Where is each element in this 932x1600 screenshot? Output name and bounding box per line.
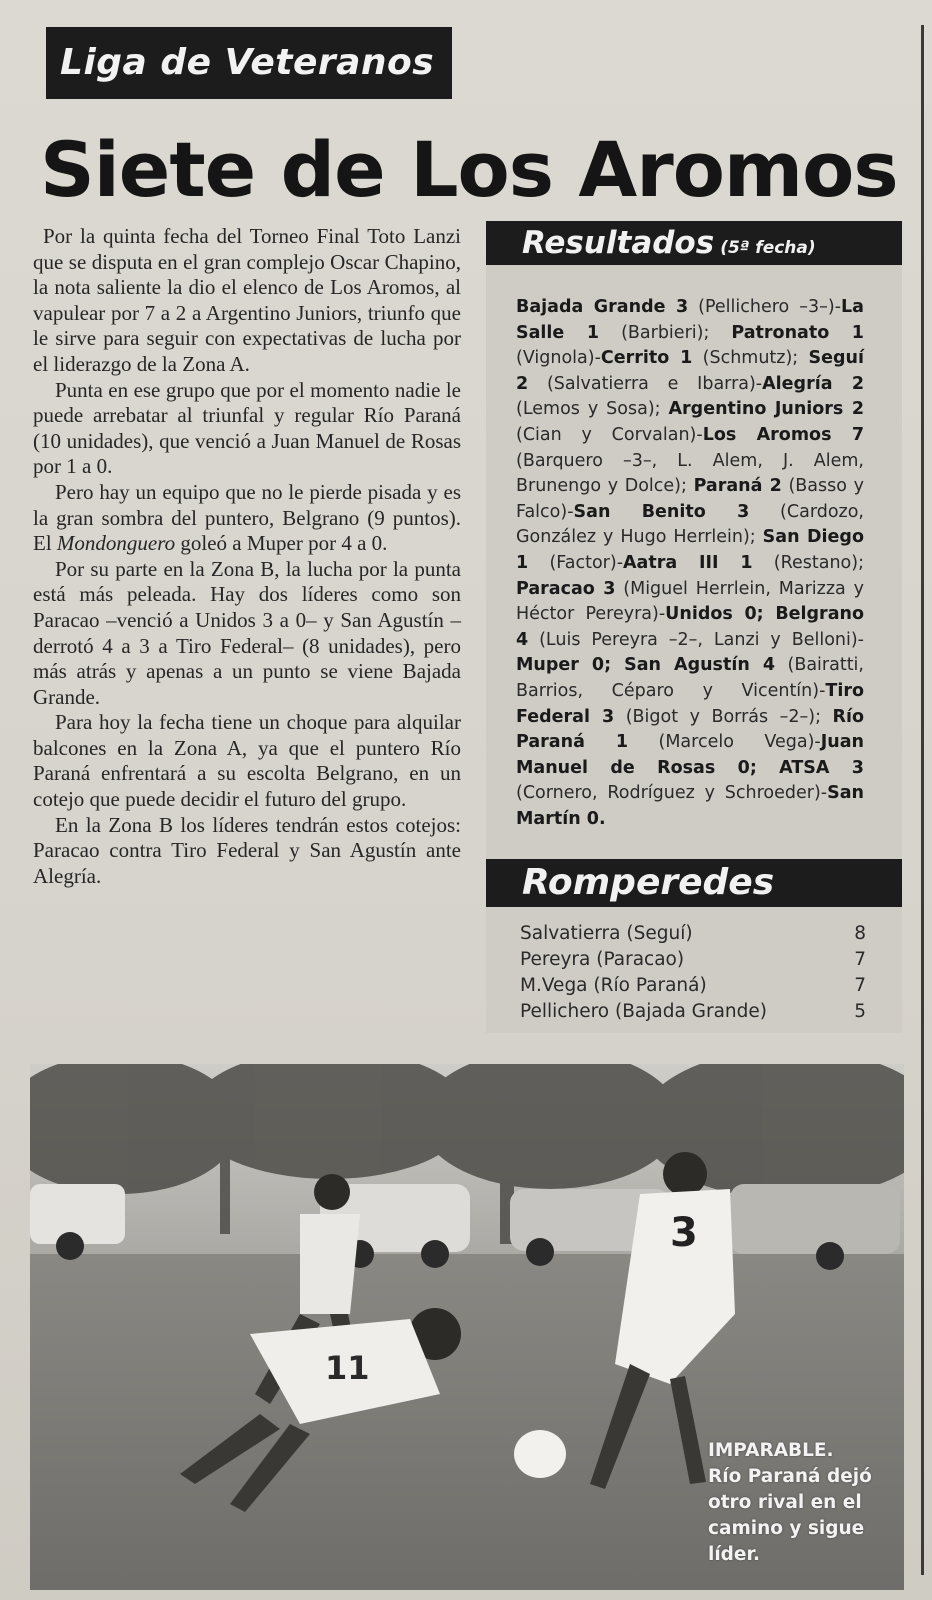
result-team: San Martín 0. bbox=[516, 783, 864, 829]
photo-caption bbox=[708, 1438, 898, 1568]
result-detail: (Pellichero –3–)- bbox=[688, 297, 842, 317]
result-team: Tiro Federal 3 bbox=[516, 680, 864, 727]
result-team: Cerrito 1 bbox=[600, 348, 693, 369]
scorer-row bbox=[520, 999, 866, 1025]
results-box bbox=[486, 221, 902, 1033]
result-team: La Salle 1 bbox=[516, 297, 864, 343]
article-body bbox=[33, 224, 461, 889]
scorer-goals: 5 bbox=[854, 1001, 866, 1022]
result-detail: (Salvatierra e Ibarra)- bbox=[528, 373, 763, 394]
results-header bbox=[486, 221, 902, 265]
result-detail: (Luis Pereyra –2–, Lanzi y Belloni)- bbox=[528, 629, 864, 650]
paragraph-2: Punta en ese grupo que por el momento nadie le puede arrebatar al triunfal y regular Río Paraná (10 unidades), que venció a Juan Manuel de Rosas por 1 a 0. bbox=[33, 377, 461, 479]
scorer-name: M.Vega (Río Paraná) bbox=[520, 975, 707, 996]
paragraph-5: Para hoy la fecha tiene un choque para alquilar balcones en la Zona A, ya que el puntero Río Paraná enfrentará a su escolta Belgrano, en un cotejo que puede decidir el futuro del grupo. bbox=[33, 710, 461, 812]
scorer-name: Salvatierra (Seguí) bbox=[520, 923, 693, 944]
result-team: San Diego 1 bbox=[516, 527, 864, 573]
result-team: Argentino Juniors 2 bbox=[668, 399, 864, 420]
scorer-goals: 8 bbox=[854, 923, 866, 944]
result-detail: (Barbieri); bbox=[599, 322, 732, 343]
result-detail: (Miguel Herrlein, Marizza y Héctor Pereyra)- bbox=[516, 578, 864, 625]
match-photo bbox=[30, 1064, 904, 1590]
result-detail: (Cian y Corvalan)- bbox=[516, 424, 703, 445]
result-team: San Benito 3 bbox=[573, 501, 750, 522]
result-detail: (Barquero –3–, L. Alem, J. Alem, Brunengo y Dolce); bbox=[516, 450, 864, 497]
section-tag: Liga de Veteranos bbox=[46, 27, 452, 99]
result-team: Aatra III 1 bbox=[623, 552, 753, 573]
nickname-emphasis: Mondonguero bbox=[56, 531, 176, 556]
result-detail: (Vignola)- bbox=[516, 348, 601, 369]
paragraph-1: Por la quinta fecha del Torneo Final Toto Lanzi que se disputa en el gran complejo Oscar Chapino, la nota saliente la dio el elenco de Los Aromos, al vapulear por 7 a 2 a Argentino Juniors, triunfo que le sirve para seguir con expectativas de lucha por el liderazgo de la Zona A. bbox=[33, 224, 461, 376]
result-team: Seguí 2 bbox=[516, 348, 864, 394]
scorer-goals: 7 bbox=[854, 949, 866, 970]
paragraph-3 bbox=[33, 480, 461, 557]
jersey-number-a: 3 bbox=[670, 1210, 698, 1256]
result-team: Muper 0; San Agustín 4 bbox=[516, 655, 775, 676]
scorers-list bbox=[520, 921, 866, 1025]
result-team: Unidos 0; Belgrano 4 bbox=[516, 604, 864, 650]
result-detail: (Basso y Falco)- bbox=[516, 476, 864, 522]
result-team: Juan Manuel de Rosas 0; ATSA 3 bbox=[516, 732, 864, 778]
result-detail: (Marcelo Vega)- bbox=[628, 732, 821, 753]
result-team: Patronato 1 bbox=[731, 322, 864, 343]
result-team: Los Aromos 7 bbox=[702, 424, 864, 445]
caption-kicker: IMPARABLE. bbox=[708, 1440, 834, 1461]
result-team: Alegría 2 bbox=[762, 373, 865, 394]
result-detail: (Cornero, Rodríguez y Schroeder)- bbox=[516, 783, 828, 804]
caption-text: Río Paraná dejó otro rival en el camino y sigue líder. bbox=[708, 1466, 872, 1565]
scorer-goals: 7 bbox=[854, 975, 866, 996]
column-rule bbox=[921, 25, 924, 1575]
scorer-row bbox=[520, 921, 866, 947]
jersey-number-b: 11 bbox=[325, 1349, 370, 1387]
results-list bbox=[516, 295, 864, 832]
scorer-row bbox=[520, 947, 866, 973]
scorers-header: Romperedes bbox=[486, 859, 902, 907]
results-subtitle: (5ª fecha) bbox=[720, 238, 816, 258]
headline: Siete de Los Aromos bbox=[40, 125, 898, 214]
paragraph-3-end: goleó a Muper por 4 a 0. bbox=[175, 531, 388, 556]
result-detail: (Cardozo, González y Hugo Herrlein); bbox=[516, 501, 864, 548]
result-detail: (Lemos y Sosa); bbox=[516, 399, 669, 420]
result-team: Paracao 3 bbox=[516, 578, 616, 599]
result-detail: (Restano); bbox=[752, 552, 864, 573]
results-title: Resultados bbox=[522, 225, 715, 261]
scorer-row bbox=[520, 973, 866, 999]
result-team: Bajada Grande 3 bbox=[516, 297, 689, 317]
result-team: Paraná 2 bbox=[693, 476, 782, 497]
scorer-name: Pereyra (Paracao) bbox=[520, 949, 685, 970]
result-detail: (Bairatti, Barrios, Céparo y Vicentín)- bbox=[516, 655, 864, 701]
result-team: Río Paraná 1 bbox=[516, 706, 865, 753]
paragraph-6: En la Zona B los líderes tendrán estos cotejos: Paracao contra Tiro Federal y San Agustín ante Alegría. bbox=[33, 812, 461, 888]
result-detail: (Factor)- bbox=[528, 552, 624, 573]
result-detail: (Bigot y Borrás –2–); bbox=[614, 706, 833, 727]
football bbox=[514, 1430, 566, 1478]
result-detail: (Schmutz); bbox=[692, 348, 809, 369]
paragraph-3-start: Pero hay un equipo que no le pierde pisada y es la gran sombra del puntero, Belgrano (9 puntos). El bbox=[33, 479, 461, 556]
paragraph-4: Por su parte en la Zona B, la lucha por la punta está más peleada. Hay dos líderes como son Paracao –venció a Unidos 3 a 0– y San Agustín –derrotó 4 a 3 a Tiro Federal– (8 unidades), pero más atrás y apenas a un punto se viene Bajada Grande. bbox=[33, 556, 461, 709]
scorer-name: Pellichero (Bajada Grande) bbox=[520, 1001, 768, 1022]
